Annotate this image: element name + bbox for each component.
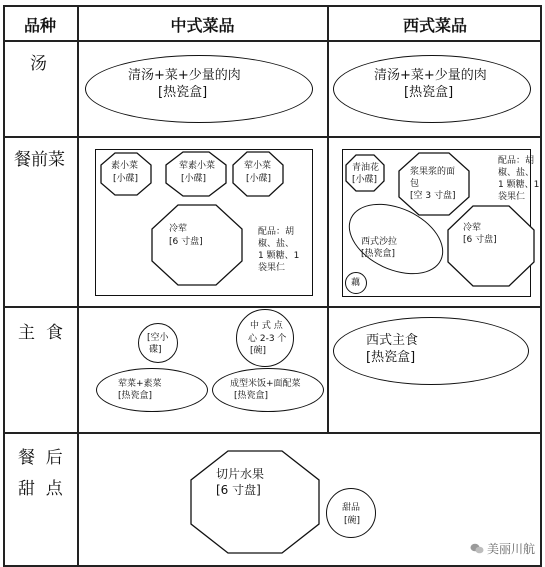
row-label-dessert-1: 餐 后 — [18, 448, 63, 468]
main-cn-m2-line1: 中 式 点 — [250, 321, 283, 331]
table-border-row3 — [3, 432, 542, 434]
table-border-top — [3, 5, 542, 7]
table-border-left — [3, 5, 5, 567]
appetizer-wt-a2-line2: 包 — [410, 179, 420, 189]
appetizer-wt-small-label: 藕 — [351, 278, 361, 288]
header-western: 西式菜品 — [402, 16, 467, 35]
table-border-col1 — [77, 5, 79, 567]
wechat-icon — [470, 543, 484, 554]
main-cn-m2-line2: 心 2-3 个 — [248, 334, 287, 344]
appetizer-wt-cold-octagon — [447, 205, 535, 287]
soup-western-line2: [热瓷盒] — [404, 85, 454, 100]
main-cn-m3-line1: 荤菜+素菜 — [118, 379, 162, 389]
row-label-dessert-2: 甜 点 — [18, 479, 63, 499]
appetizer-cn-s1-line2: [小碟] — [113, 174, 139, 184]
header-chinese: 中式菜品 — [170, 16, 235, 35]
table-border-right — [540, 5, 542, 567]
main-cn-m2-line3: [碗] — [250, 346, 267, 356]
dessert-sweet-line1: 甜品 — [342, 503, 361, 513]
main-cn-m1-line2: 碟] — [149, 345, 162, 355]
soup-chinese-line2: [热瓷盒] — [158, 85, 208, 100]
appetizer-wt-side-note: 配品：胡 椒、盐、 1 颗糖、1 袋果仁 — [498, 156, 540, 202]
table-border-row1 — [3, 136, 542, 138]
appetizer-wt-a2-line1: 浆果浆的面 — [410, 167, 456, 177]
appetizer-wt-salad-line1: 西式沙拉 — [361, 237, 398, 247]
appetizer-wt-salad-line2: [热瓷盒] — [361, 249, 396, 259]
appetizer-wt-a2-line3: [空 3 寸盘] — [410, 191, 456, 201]
main-cn-m4-line1: 成型米饭+面配菜 — [230, 379, 301, 389]
appetizer-cn-s3-line1: 荤小菜 — [244, 161, 272, 171]
row-label-soup: 汤 — [30, 54, 47, 74]
table-border-header — [3, 40, 542, 42]
appetizer-wt-a1-line1: 青油花 — [352, 163, 380, 173]
table-border-bottom — [3, 565, 542, 567]
appetizer-cn-side-note: 配品：胡 椒、盐、 1 颗糖、1 袋果仁 — [258, 227, 300, 273]
appetizer-wt-cold-line2: [6 寸盘] — [463, 235, 497, 245]
dessert-sweet-line2: [碗] — [344, 516, 361, 526]
appetizer-cn-s2-line1: 荤素小菜 — [179, 161, 216, 171]
appetizer-cn-big-line2: [6 寸盘] — [169, 237, 203, 247]
row-label-main-1: 主 — [18, 323, 35, 343]
appetizer-cn-s3-line2: [小碟] — [246, 174, 272, 184]
main-wt-line1: 西式主食 — [366, 333, 419, 348]
main-cn-m3-line2: [热瓷盒] — [118, 391, 153, 401]
appetizer-wt-a1-line2: [小碟] — [352, 175, 378, 185]
table-border-row2 — [3, 306, 542, 308]
appetizer-cn-s1-line1: 素小菜 — [111, 161, 139, 171]
dessert-fruit-line2: [6 寸盘] — [216, 483, 261, 497]
appetizer-cn-s2-line2: [小碟] — [181, 174, 207, 184]
main-wt-dish — [333, 317, 529, 385]
watermark-text: 美丽川航 — [486, 542, 535, 556]
appetizer-cn-big-line1: 冷荤 — [169, 224, 188, 234]
watermark — [470, 540, 535, 557]
main-cn-m1-line1: [空小 — [147, 333, 169, 343]
table-border-col2 — [327, 5, 329, 433]
main-cn-m4-line2: [热瓷盒] — [234, 391, 269, 401]
row-label-appetizer: 餐前菜 — [14, 150, 65, 170]
header-variety: 品种 — [23, 16, 56, 35]
main-wt-line2: [热瓷盒] — [366, 350, 416, 365]
soup-chinese-line1: 清汤+菜+少量的肉 — [128, 68, 241, 83]
soup-western-line1: 清汤+菜+少量的肉 — [374, 68, 487, 83]
row-label-main-2: 食 — [46, 323, 63, 343]
appetizer-wt-cold-line1: 冷荤 — [463, 223, 482, 233]
dessert-fruit-line1: 切片水果 — [216, 467, 265, 481]
